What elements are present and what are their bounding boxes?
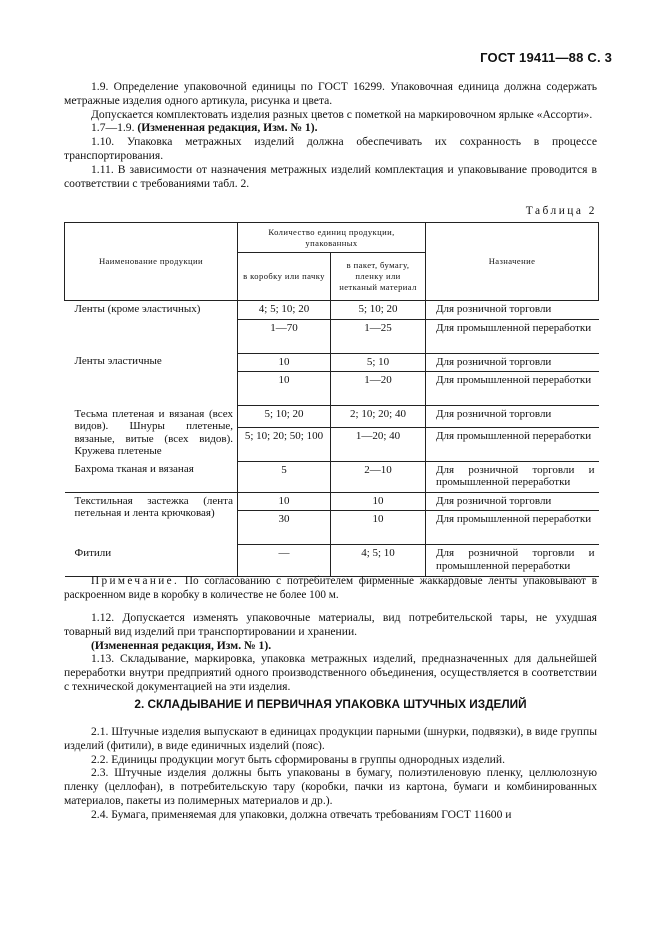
qty-pack: 2; 10; 20; 40 (331, 406, 426, 427)
paragraph-2-4: 2.4. Бумага, применяемая для упаковки, должна отвечать требованиям ГОСТ 11600 и (91, 807, 512, 821)
qty-box: 5 (238, 461, 331, 492)
note-label: Примечание. (91, 575, 180, 587)
purpose: Для промышленной переработки (426, 511, 599, 545)
header-qty-pack: в пакет, бумагу, пленку или нетканый материал (331, 253, 426, 301)
header-purpose: Назначение (426, 223, 599, 301)
table-2 (64, 222, 599, 577)
purpose: Для промышленной переработки (426, 319, 599, 353)
revision-ref: 1.7—1.9. (91, 121, 135, 135)
paragraph-1-11: 1.11. В зависимости от назначения метражных изделий комплектация и упаковывание проводится в соответствии с требованиями табл. 2. (64, 162, 597, 190)
table-note (64, 575, 597, 602)
table-row (65, 461, 599, 492)
text-block-top (64, 80, 597, 190)
header-qty-box: в коробку или пачку (238, 253, 331, 301)
table-row (65, 406, 599, 427)
purpose: Для розничной торговли (436, 408, 552, 421)
paragraph-2-3: 2.3. Штучные изделия должны быть упакованы в бумагу, полиэтиленовую пленку, целлюлозную пленку (целлофан), в потребительскую тару (коробки, пачки из картона, бумаги и комбинированных материалов, пакеты из полимерных материалов и др.). (64, 766, 597, 807)
qty-pack: 5; 10 (331, 353, 426, 372)
paragraph-revision-1-7 (64, 121, 597, 135)
qty-pack: 2—10 (331, 461, 426, 492)
table-row (65, 353, 599, 372)
qty-box: 5; 10; 20 (238, 406, 331, 427)
table-row (65, 301, 599, 320)
section-title: 2. СКЛАДЫВАНИЕ И ПЕРВИЧНАЯ УПАКОВКА ШТУЧНЫХ ИЗДЕЛИЙ (134, 697, 527, 711)
qty-box: 1—70 (238, 319, 331, 353)
purpose: Для розничной торговли (436, 355, 552, 368)
paragraph-1-9: 1.9. Определение упаковочной единицы по ГОСТ 16299. Упаковочная единица должна содержать метражные изделия одного артикула, рисунка и цвета. (64, 80, 597, 107)
product-name: Бахрома тканая и вязаная (65, 461, 238, 492)
qty-pack: 4; 5; 10 (331, 545, 426, 576)
table-caption: Таблица 2 (525, 205, 597, 217)
qty-pack: 1—20; 40 (331, 427, 426, 461)
qty-box: — (238, 545, 331, 576)
qty-pack: 1—25 (331, 319, 426, 353)
product-name: Ленты эластичные (65, 353, 238, 406)
revision-note: (Измененная редакция, Изм. № 1). (137, 121, 318, 135)
product-name: Тесьма плетеная и вязаная (всех видов). Шнуры плетеные, вязаные, витые (всех видов). Кружева плетеные (65, 406, 238, 461)
table-row (65, 492, 599, 511)
qty-box: 30 (238, 511, 331, 545)
header-name: Наименование продукции (65, 223, 238, 301)
paragraph-1-13: 1.13. Складывание, маркировка, упаковка метражных изделий, предназначенных для дальнейшей переработки внутри предприятий одного производственного объединения, осуществляется в соответствии с технической документацией на эти изделия. (64, 652, 597, 693)
qty-box: 10 (238, 372, 331, 406)
qty-box: 5; 10; 20; 50; 100 (238, 427, 331, 461)
text-block-mid (64, 611, 597, 694)
purpose: Для розничной торговли и промышленной переработки (426, 461, 599, 492)
note-text: По согласованию с потребителем фирменные жаккардовые ленты упаковывают в раскроенном виде в коробку в количестве не более 100 м. (64, 575, 598, 601)
purpose: Для розничной торговли (436, 303, 552, 315)
text-block-bottom (64, 725, 597, 822)
product-name: Ленты (кроме эластичных) (65, 301, 238, 354)
purpose: Для розничной торговли и промышленной переработки (426, 545, 599, 576)
qty-pack: 10 (331, 511, 426, 545)
qty-pack: 5; 10; 20 (331, 301, 426, 320)
qty-box: 10 (238, 353, 331, 372)
paragraph-2-1: 2.1. Штучные изделия выпускают в единицах продукции парными (шнурки, подвязки), в виде группы изделий (фитили), в виде единичных изделий (пояс). (64, 725, 597, 752)
qty-pack: 1—20 (331, 372, 426, 406)
paragraph-2-2: 2.2. Единицы продукции могут быть сформированы в группы однородных изделий. (91, 752, 505, 766)
paragraph-assorti: Допускается комплектовать изделия разных цветов с пометкой на маркировочном ярлыке «Ассорти». (91, 107, 593, 121)
purpose: Для промышленной переработки (426, 372, 599, 406)
page-header: ГОСТ 19411—88 С. 3 (480, 50, 612, 65)
revision-note (64, 639, 597, 653)
product-name: Фитили (65, 545, 238, 576)
paragraph-1-12: 1.12. Допускается изменять упаковочные материалы, вид потребительской тары, не ухудшая товарный вид изделий при транспортировании и хранении. (64, 611, 597, 638)
qty-box: 4; 5; 10; 20 (238, 301, 331, 320)
product-name: Текстильная застежка (лента петельная и лента крючковая) (65, 492, 238, 545)
revision-note-text: (Измененная редакция, Изм. № 1). (91, 638, 272, 652)
purpose: Для промышленной переработки (426, 427, 599, 461)
header-qty-group: Количество единиц продукции, упакованных (238, 223, 426, 253)
paragraph-1-10: 1.10. Упаковка метражных изделий должна обеспечивать их сохранность в процессе транспортирования. (64, 135, 597, 162)
qty-pack: 10 (331, 492, 426, 511)
qty-box: 10 (238, 492, 331, 511)
purpose: Для розничной торговли (436, 494, 552, 507)
table-row (65, 545, 599, 576)
